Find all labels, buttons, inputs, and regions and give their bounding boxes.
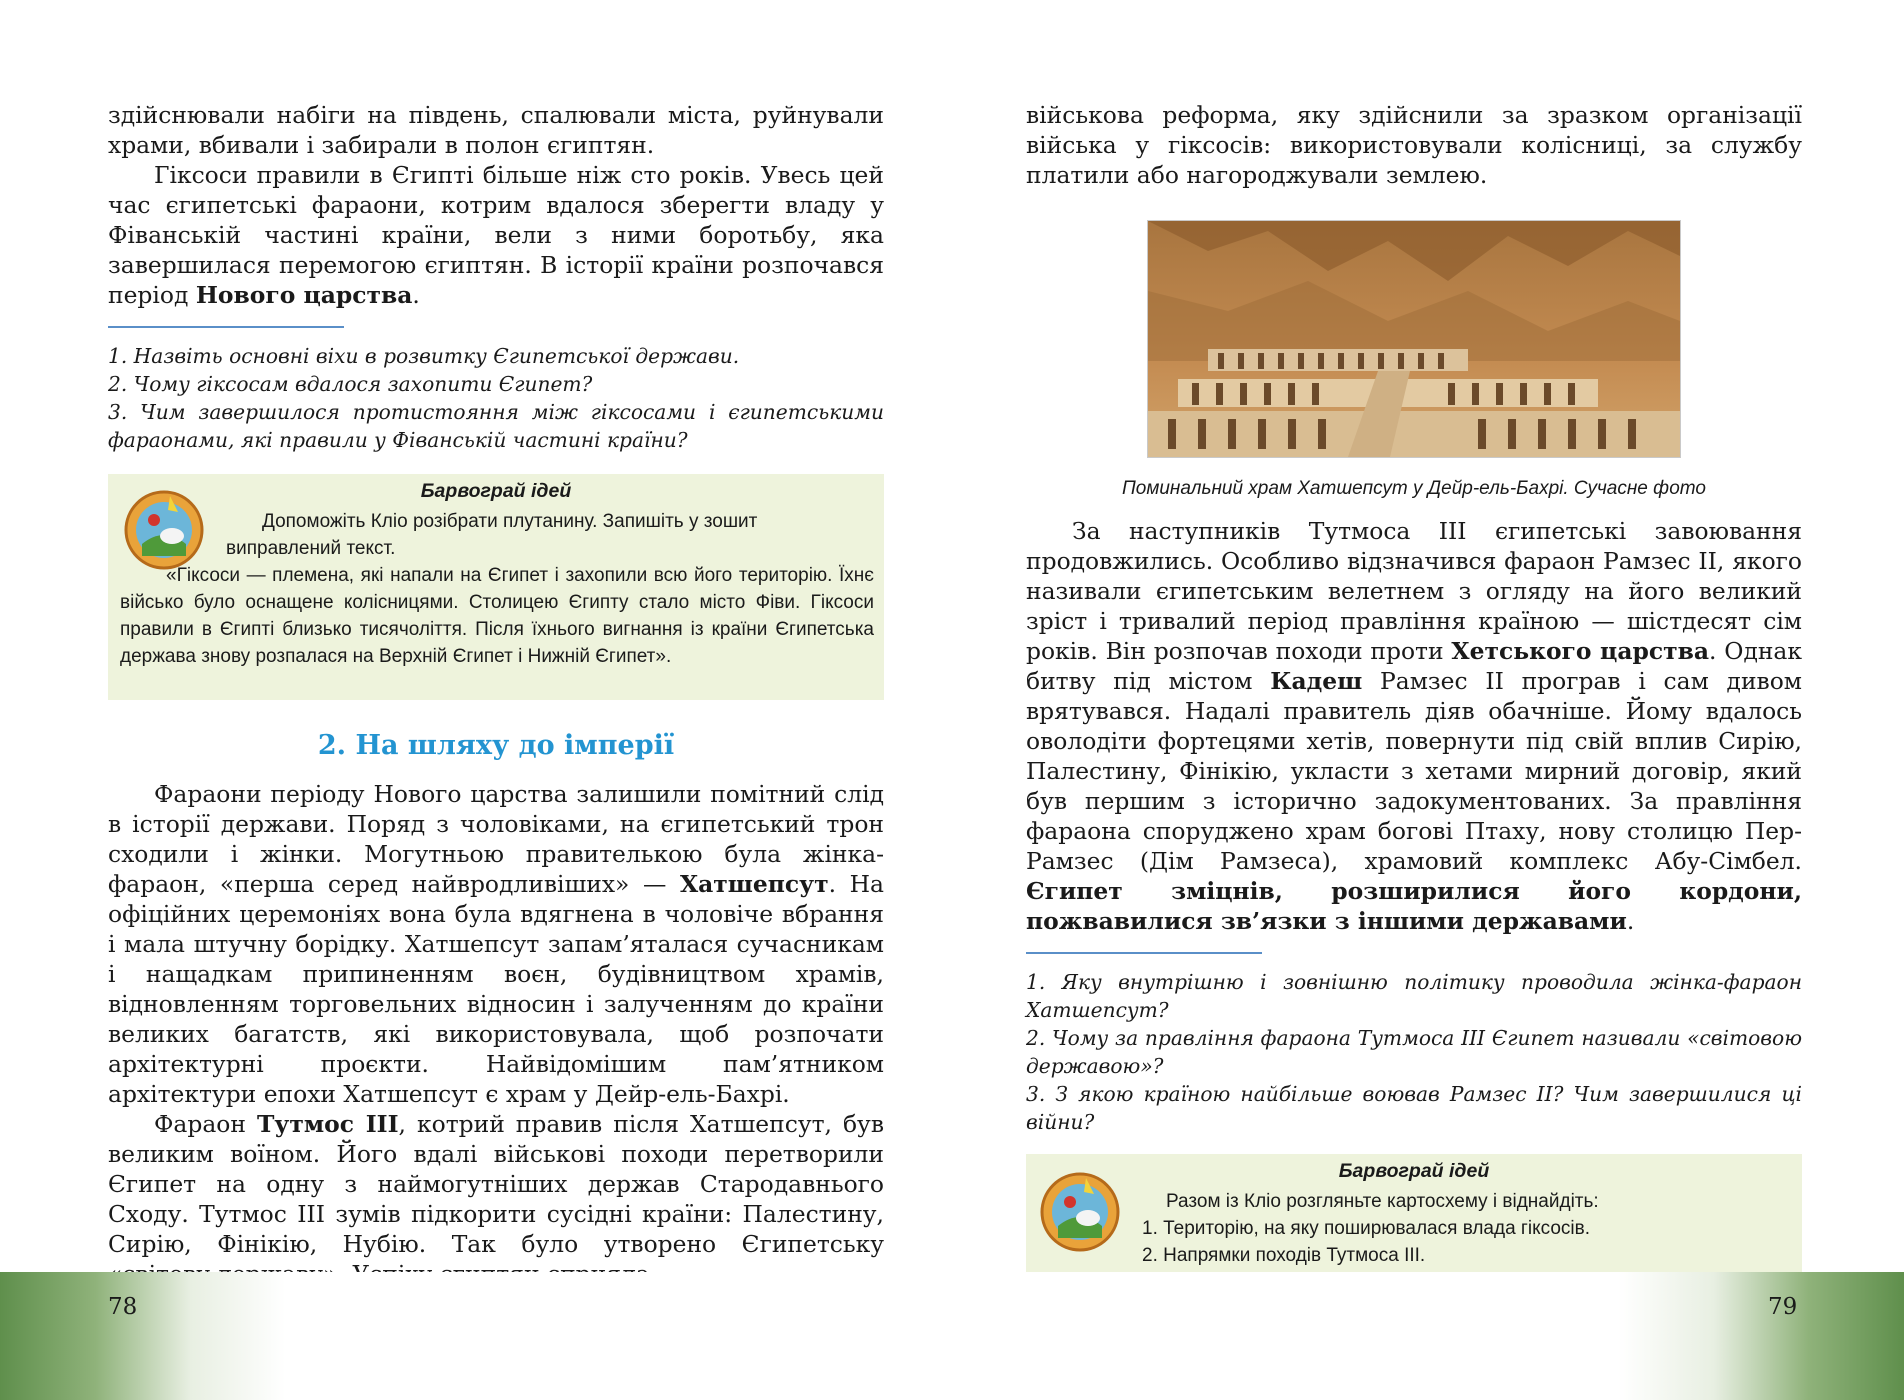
- box-title: Барвограй ідей: [1338, 1160, 1490, 1182]
- temple-image: [1148, 221, 1680, 457]
- text-run: . Однак битву під містом: [1026, 637, 1802, 695]
- question: 3. З якою країною найбільше воював Рамзес II? Чим завершилися ці війни?: [1026, 1082, 1802, 1134]
- text-run: Гіксоси правили в Єгипті більше ніж сто років. Увесь цей час єгипетські фараони, котрим вдалося зберегти владу у Фіванській частині країни, вели з ними боротьбу, яка завершилася перемогою єгиптян. В історії країни розпочався період: [108, 161, 884, 309]
- left-column: [108, 100, 884, 1289]
- bold-term: Хатшепсут: [679, 870, 829, 898]
- ideas-box: [108, 474, 884, 700]
- text-run: , котрий правив після Хатшепсут, був великим воїном. Його вдалі військові походи перетворили Єгипет на одну з наймогутніших держав Стародавнього Сходу. Тутмос III зумів підкорити сусідні країни: Палестину, Сирію, Фінікію, Нубію. Так було утворено Єгипетську: [108, 1110, 884, 1258]
- right-column: [1026, 100, 1802, 1272]
- questions-divider: [1026, 952, 1262, 954]
- temple-photo: [1147, 220, 1681, 458]
- box-list-item: 1. Територію, на яку поширювалася влада гіксосів.: [1142, 1218, 1590, 1239]
- bold-term: Хетського царства: [1451, 637, 1709, 665]
- question: 2. Чому гіксосам вдалося захопити Єгипет?: [108, 372, 593, 396]
- footer-band: [0, 1272, 952, 1400]
- review-questions: [1026, 968, 1802, 1136]
- right-page: [952, 0, 1904, 1400]
- questions-divider: [108, 326, 344, 328]
- question: 1. Яку внутрішню і зовнішню політику проводила жінка-фараон Хатшепсут?: [1026, 970, 1802, 1022]
- bold-term: Тутмос III: [256, 1110, 399, 1138]
- paragraph: [108, 160, 884, 310]
- bold-term: Нового царства: [195, 281, 413, 309]
- paragraph: здійснювали набіги на південь, спалювали міста, руйнували храми, вбивали і забирали в полон єгиптян.: [108, 101, 884, 159]
- section-title: 2. На шляху до імперії: [317, 730, 675, 761]
- bold-term: Єгипет зміцнів, розширилися його кордони, пожвавилися зв’язки з іншими державами: [1026, 877, 1802, 935]
- box-instruction: Разом із Кліо розгляньте картосхему і віднайдіть:: [1166, 1191, 1599, 1212]
- box-instruction: Допоможіть Кліо розібрати плутанину. Запишіть у зошит виправлений текст.: [226, 511, 758, 559]
- paragraph: [108, 779, 884, 1109]
- ideas-box: [1026, 1154, 1802, 1272]
- page-number: 78: [108, 1294, 138, 1320]
- text-run: За наступників Тутмоса III єгипетські завоювання продовжились. Особливо відзначився фараон Рамзес II, якого називали єгипетським велетнем з огляду на його великий зріст і тривалий період правління країною — шістдесят сім років. Він розпочав походи проти: [1026, 517, 1802, 665]
- question: 2. Чому за правління фараона Тутмоса III Єгипет називали «світовою державою»?: [1026, 1026, 1802, 1078]
- question: 3. Чим завершилося протистояння між гіксосами і єгипетськими фараонами, які правили у Фіванській частині країни?: [108, 400, 884, 452]
- text-run: Рамзес II програв і сам дивом врятувався. Надалі правитель діяв обачніше. Йому вдалось оволодіти фортецями хетів, повернути під свій вплив Сирію, Палестину, Фінікію, укласти з хетами мирний договір, який був першим з історично задокументованих. За правління фараона споруджено храм богові Птаху, нову столицю Пер-Рамзес (Дім Рамзеса), храмовий комплекс Абу-Сімбел.: [1026, 667, 1802, 875]
- box-quote: «Гіксоси — племена, які напали на Єгипет і захопили всю його територію. Їхнє військо було оснащене колісницями. Столицею Єгипту стало місто Фіви. Гіксоси правили в Єгипті близько тисячоліття. Після їхнього вигнання із країни Єгипетська держава знову розпалася на Верхній Єгипет і Нижній Єгипет».: [120, 565, 874, 667]
- paragraph: військова реформа, яку здійснили за зразком організації війська у гіксосів: використовували колісниці, за службу платили або нагороджували землею.: [1026, 101, 1802, 189]
- paragraph: [108, 1109, 884, 1289]
- text-run: .: [1626, 907, 1635, 935]
- question: 1. Назвіть основні віхи в розвитку Єгипетської держави.: [108, 344, 740, 368]
- paragraph: [1026, 516, 1802, 936]
- text-run: . На офіційних церемоніях вона була вдягнена в чоловіче вбрання і мала штучну борідку. Хатшепсут запам’яталася сучасникам і нащадкам припиненням воєн, будівництвом храмів, відновленням торговельних відносин і залученням до країни великих багатств, які використовувала, щоб розпочати архітектурні проєкти. Найвідомішим пам’ятником архітектури епохи Хатшепсут є храм у Дейр-ель-Бахрі.: [108, 870, 884, 1108]
- box-title: Барвограй ідей: [420, 480, 572, 502]
- text-run: Фараони періоду Нового царства залишили помітний слід в історії держави. Поряд з чоловіками, на єгипетський трон сходили і жінки. Могутньою правителькою була жінка-фараон, «перша серед найвродливіших» —: [108, 780, 884, 898]
- text-run: .: [412, 281, 420, 309]
- footer-band: [952, 1272, 1904, 1400]
- photo-caption: Поминальний храм Хатшепсут у Дейр-ель-Бахрі. Сучасне фото: [1122, 478, 1706, 499]
- review-questions: [108, 342, 884, 454]
- bold-term: Кадеш: [1270, 667, 1363, 695]
- page-number: 79: [1768, 1294, 1798, 1320]
- box-list-item: 2. Напрямки походів Тутмоса III.: [1142, 1245, 1426, 1266]
- text-run: Фараон: [154, 1110, 257, 1138]
